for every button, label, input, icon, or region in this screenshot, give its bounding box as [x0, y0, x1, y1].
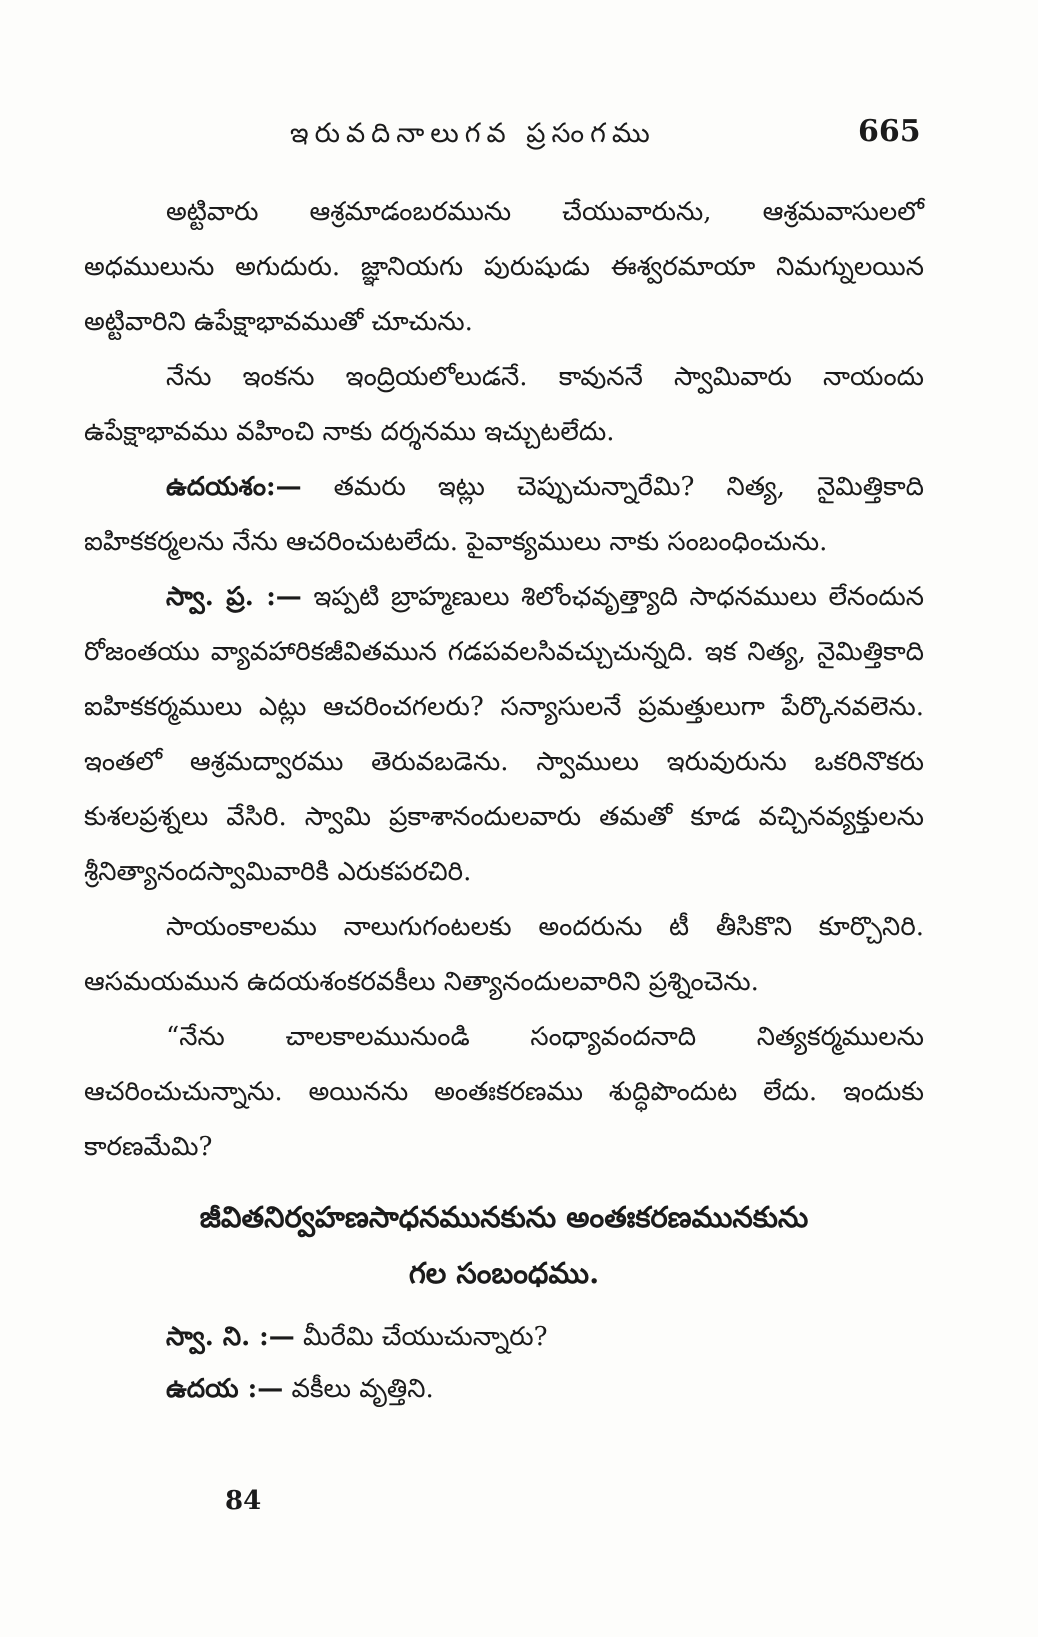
paragraph-text: సాయంకాలము నాలుగుగంటలకు అందరును టీ తీసికొని కూర్చొనిరి. ఆసమయమున ఉదయశంకరవకీలు నిత్యానందులవారిని ప్రశ్నించెను.: [84, 912, 924, 997]
signature-folio: 84: [225, 1486, 262, 1516]
paragraph-5: [84, 900, 924, 1010]
paragraph-text: తమరు ఇట్లు చెప్పుచున్నారేమి? నిత్య, నైమిత్తికాది ఐహికకర్మలను నేను ఆచరించుటలేదు. పైవాక్యములు నాకు సంబంధించును.: [84, 472, 924, 557]
paragraph-lead: ఉదయశం:—: [166, 472, 302, 502]
running-title: ఇరువదినాలుగవ ప్రసంగము: [290, 118, 656, 149]
body-text: [84, 185, 924, 1415]
page-header: [0, 112, 1038, 162]
paragraph-4: [84, 570, 924, 900]
dialog-line-1: [84, 1311, 924, 1363]
paragraph-lead: స్వా. ప్ర. :—: [166, 582, 302, 612]
paragraph-6: [84, 1010, 924, 1175]
dialog-text: వకీలు వృత్తిని.: [283, 1374, 434, 1404]
section-heading: [84, 1189, 924, 1301]
page-number: 665: [858, 114, 921, 149]
paragraph-text: “నేను చాలకాలమునుండి సంధ్యావందనాది నిత్యకర్మములను ఆచరించుచున్నాను. అయినను అంతఃకరణము శుద్ధిపొందుట లేదు. ఇందుకు కారణమేమి?: [84, 1022, 924, 1162]
paragraph-2: [84, 350, 924, 460]
paragraph-text: ఇప్పటి బ్రాహ్మణులు శిలోంఛవృత్త్యాది సాధనములు లేనందున రోజంతయు వ్యావహారికజీవితమున గడపవలసివచ్చుచున్నది. ఇక నిత్య, నైమిత్తికాది ఐహికకర్మములు ఎట్లు ఆచరించగలరు? సన్యాసులనే ప్రమత్తులుగా పేర్కొనవలెను. ఇంతలో ఆశ్రమద్వారము తెరువబడెను. స్వాములు ఇరువురును ఒకరినొకరు కుశలప్రశ్నలు వేసిరి. స్వామి ప్రకాశానందులవారు తమతో కూడ వచ్చినవ్యక్తులను శ్రీనిత్యానందస్వామివారికి ఎరుకపరచిరి.: [84, 582, 924, 887]
section-heading-line-2: గల సంబంధము.: [408, 1256, 600, 1290]
paragraph-text: నేను ఇంకను ఇంద్రియలోలుడనే. కావుననే స్వామివారు నాయందు ఉపేక్షాభావము వహించి నాకు దర్శనము ఇచ్చుటలేదు.: [84, 362, 924, 447]
paragraph-text: అట్టివారు ఆశ్రమాడంబరమును చేయువారును, ఆశ్రమవాసులలో అధములును అగుదురు. జ్ఞానియగు పురుషుడు ఈశ్వరమాయా నిమగ్నులయిన అట్టివారిని ఉపేక్షాభావముతో చూచును.: [84, 197, 924, 337]
dialog-speaker: స్వా. ని. :—: [166, 1322, 295, 1352]
dialog-line-2: [84, 1363, 924, 1415]
paragraph-3: [84, 460, 924, 570]
dialog-speaker: ఉదయ :—: [166, 1374, 284, 1404]
section-heading-line-1: జీవితనిర్వహణసాధనమునకును అంతఃకరణమునకును: [199, 1200, 809, 1234]
dialog-text: మీరేమి చేయుచున్నారు?: [294, 1322, 548, 1352]
paragraph-1: [84, 185, 924, 350]
